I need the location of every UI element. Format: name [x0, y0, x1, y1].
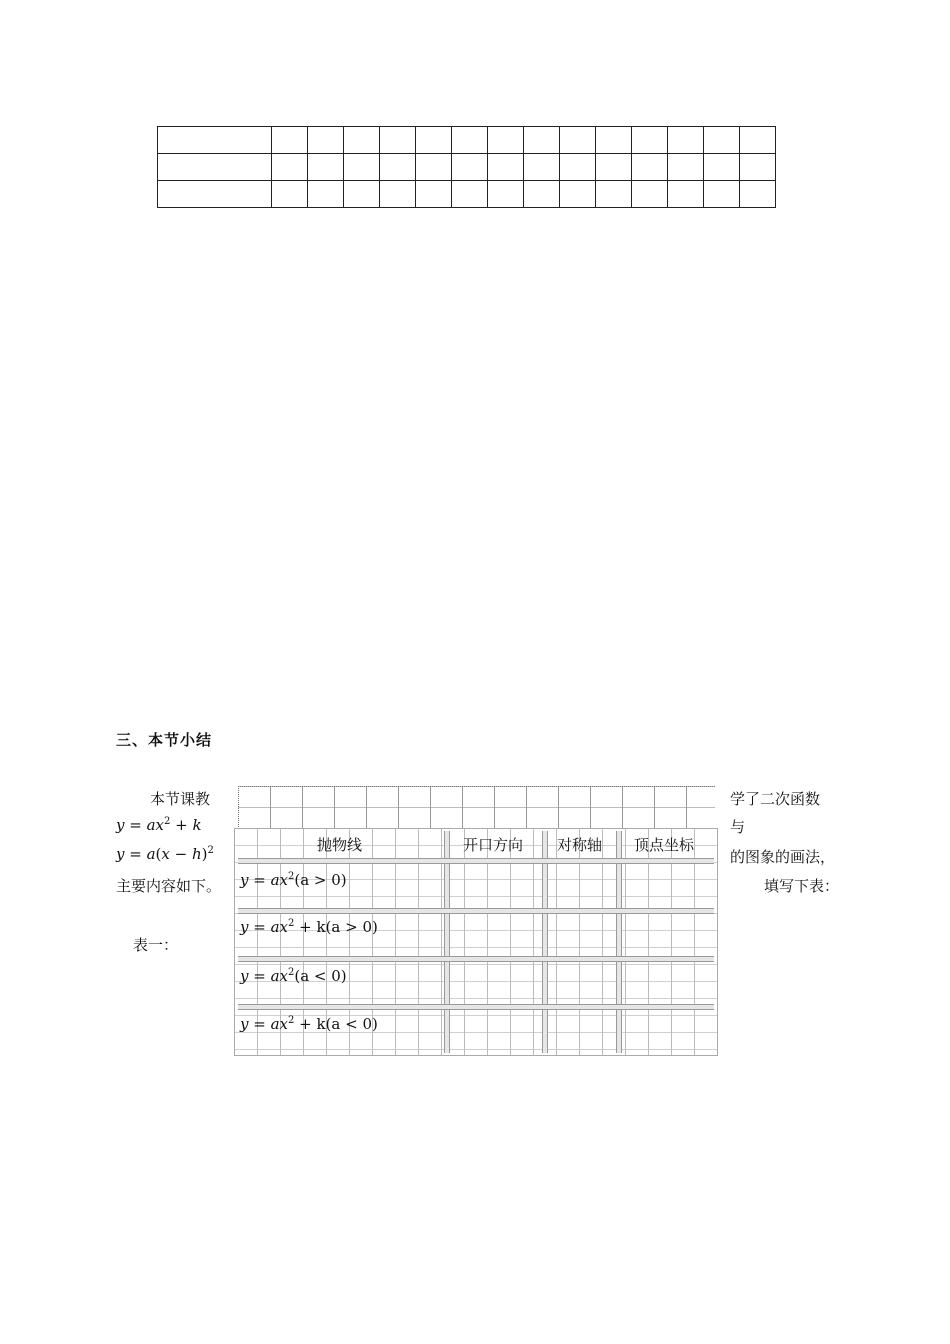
table-cell[interactable]	[632, 154, 668, 181]
table-cell[interactable]	[668, 127, 704, 154]
row-formula	[240, 918, 378, 936]
table-cell[interactable]	[740, 181, 776, 208]
table-row	[158, 181, 776, 208]
table-cell[interactable]	[272, 127, 308, 154]
intro-text-6: 填写下表：	[764, 877, 840, 895]
formula-var: y	[116, 845, 125, 863]
table-cell[interactable]	[158, 154, 272, 181]
column-divider	[542, 831, 548, 1053]
table-cell[interactable]	[704, 181, 740, 208]
table-cell[interactable]	[488, 181, 524, 208]
header-vertex-coordinates: 顶点坐标	[634, 836, 695, 854]
row-divider	[238, 908, 714, 914]
intro-text-1: 本节课教	[150, 790, 211, 808]
table-cell[interactable]	[596, 181, 632, 208]
table-cell[interactable]	[308, 154, 344, 181]
table-cell[interactable]	[524, 127, 560, 154]
row-divider	[238, 956, 714, 962]
intro-text-3: 与	[730, 818, 746, 836]
formula-var: x	[161, 845, 170, 863]
table-cell[interactable]	[452, 127, 488, 154]
table-cell[interactable]	[668, 181, 704, 208]
formula-horizontal-shift	[116, 845, 214, 863]
table-cell[interactable]	[560, 154, 596, 181]
table-cell[interactable]	[560, 127, 596, 154]
column-divider	[616, 831, 622, 1053]
formula-var: h	[191, 845, 202, 863]
table-cell[interactable]	[740, 127, 776, 154]
table-cell[interactable]	[380, 181, 416, 208]
formula-exponent: 2	[164, 816, 171, 827]
table-cell[interactable]	[596, 154, 632, 181]
formula-exponent: 2	[287, 967, 295, 978]
intro-text-4: 的图象的画法，	[730, 848, 836, 866]
header-axis-of-symmetry: 对称轴	[557, 836, 603, 854]
table-row	[158, 127, 776, 154]
formula-exponent: 2	[287, 1015, 295, 1026]
table-cell[interactable]	[158, 181, 272, 208]
table-cell[interactable]	[632, 127, 668, 154]
formula-op: +	[170, 816, 193, 834]
table-cell[interactable]	[272, 154, 308, 181]
column-divider	[444, 831, 450, 1053]
intro-text-5: 主要内容如下。	[116, 877, 222, 895]
row-formula	[240, 967, 347, 985]
formula-exponent: 2	[287, 918, 295, 929]
formula-text: y = ax	[240, 1015, 288, 1033]
formula-text: y = ax	[240, 918, 288, 936]
formula-op: )	[201, 845, 208, 863]
formula-vertex-shift	[116, 816, 202, 834]
formula-var: a	[146, 845, 156, 863]
table-cell[interactable]	[272, 181, 308, 208]
formula-text: + k(a < 0)	[294, 1015, 378, 1033]
table-cell[interactable]	[416, 127, 452, 154]
formula-text: + k(a > 0)	[294, 918, 378, 936]
table-cell[interactable]	[488, 154, 524, 181]
table-cell[interactable]	[416, 181, 452, 208]
table-cell[interactable]	[344, 127, 380, 154]
table-cell[interactable]	[560, 181, 596, 208]
table-cell[interactable]	[344, 181, 380, 208]
table-cell[interactable]	[308, 181, 344, 208]
header-parabola: 抛物线	[317, 836, 363, 854]
table-cell[interactable]	[632, 181, 668, 208]
formula-exponent: 2	[287, 871, 295, 882]
table-cell[interactable]	[704, 154, 740, 181]
table-cell[interactable]	[488, 127, 524, 154]
header-opening-direction: 开口方向	[463, 836, 524, 854]
formula-var: y	[116, 816, 125, 834]
table-cell[interactable]	[704, 127, 740, 154]
drawing-grid	[238, 786, 715, 829]
table-cell[interactable]	[344, 154, 380, 181]
formula-exponent: 2	[207, 845, 214, 856]
row-divider	[238, 1004, 714, 1010]
table-cell[interactable]	[524, 181, 560, 208]
table-cell[interactable]	[380, 154, 416, 181]
table-cell[interactable]	[380, 127, 416, 154]
table-cell[interactable]	[452, 154, 488, 181]
intro-text-2: 学了二次函数	[730, 790, 821, 808]
formula-text: y = ax	[240, 967, 288, 985]
formula-op: =	[124, 816, 147, 834]
table-cell[interactable]	[740, 154, 776, 181]
formula-var: a	[146, 816, 156, 834]
table-cell[interactable]	[524, 154, 560, 181]
section-heading: 三、本节小结	[116, 731, 213, 749]
summary-table	[234, 828, 718, 1056]
row-formula	[240, 871, 347, 889]
table-cell[interactable]	[668, 154, 704, 181]
formula-op: =	[124, 845, 147, 863]
formula-text: y = ax	[240, 871, 288, 889]
table-cell[interactable]	[416, 154, 452, 181]
table-cell[interactable]	[452, 181, 488, 208]
formula-text: (a > 0)	[294, 871, 347, 889]
value-table	[157, 126, 776, 208]
table-cell[interactable]	[158, 127, 272, 154]
table-caption: 表一：	[133, 936, 179, 954]
table-row	[158, 154, 776, 181]
row-formula	[240, 1015, 378, 1033]
formula-text: (a < 0)	[294, 967, 347, 985]
formula-var: x	[155, 816, 165, 834]
table-cell[interactable]	[308, 127, 344, 154]
formula-op: (	[155, 845, 162, 863]
table-cell[interactable]	[596, 127, 632, 154]
formula-op: −	[169, 845, 192, 863]
formula-var: k	[192, 816, 202, 834]
row-divider	[238, 858, 714, 864]
